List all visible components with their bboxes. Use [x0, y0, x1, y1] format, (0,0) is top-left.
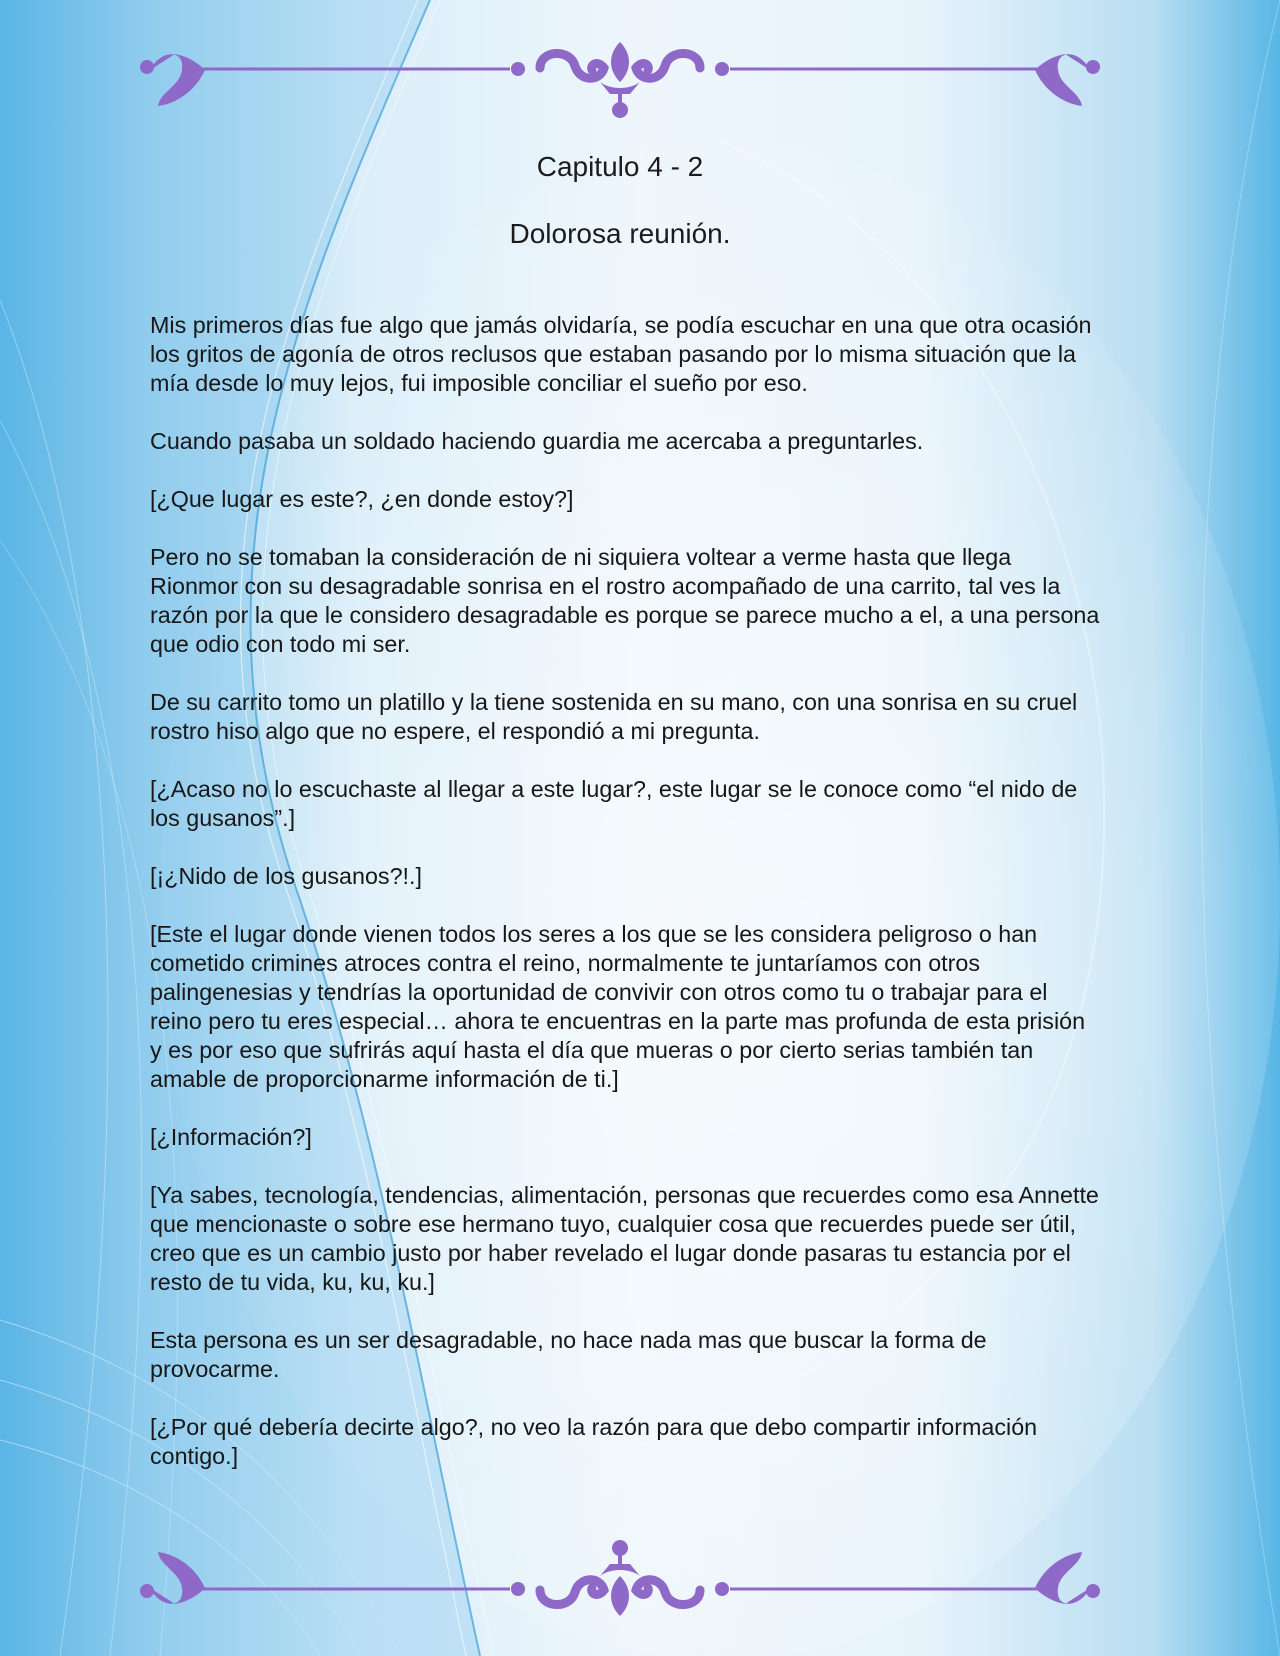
- paragraph: [¿Información?]: [150, 1124, 312, 1150]
- paragraph: Mis primeros días fue algo que jamás olvidaría, se podía escuchar en una que otra ocasión los gritos de agonía de otros reclusos que estaban pasando por lo misma situación que la mía desde lo muy lejos, fui imposible conciliar el sueño por eso.: [150, 312, 1092, 396]
- paragraph: Esta persona es un ser desagradable, no hace nada mas que buscar la forma de provocarme.: [150, 1327, 987, 1382]
- paragraph: [¿Acaso no lo escuchaste al llegar a este lugar?, este lugar se le conoce como “el nido de los gusanos”.]: [150, 776, 1078, 831]
- paragraph: [Ya sabes, tecnología, tendencias, alimentación, personas que recuerdes como esa Annette que mencionaste o sobre ese hermano tuyo, cualquier cosa que recuerdes puede ser útil, creo que es un cambio justo por haber revelado el lugar donde pasaras tu estancia por el resto de tu vida, ku, ku, ku.]: [150, 1182, 1099, 1295]
- top-ornament-divider: [0, 20, 1280, 130]
- paragraph: [¿Que lugar es este?, ¿en donde estoy?]: [150, 486, 574, 512]
- paragraph: De su carrito tomo un platillo y la tiene sostenida en su mano, con una sonrisa en su cruel rostro hiso algo que no espere, el respondió a mi pregunta.: [150, 689, 1078, 744]
- scroll-flourish-divider-icon: [140, 1540, 1100, 1616]
- chapter-title: Capitulo 4 - 2: [536, 151, 704, 182]
- bottom-ornament-divider: [0, 1528, 1280, 1638]
- paragraph: [¡¿Nido de los gusanos?!.]: [150, 863, 422, 889]
- paragraph: [¿Por qué debería decirte algo?, no veo la razón para que debo compartir información contigo.]: [150, 1414, 1038, 1469]
- story-body: [150, 311, 1100, 1500]
- chapter-subtitle: Dolorosa reunión.: [509, 218, 731, 249]
- paragraph: Pero no se tomaban la consideración de ni siquiera voltear a verme hasta que llega Rionmor con su desagradable sonrisa en el rostro acompañado de una carrito, tal ves la razón por la que le considero desagradable es porque se parece mucho a el, a una persona que odio con todo mi ser.: [150, 544, 1100, 657]
- scroll-flourish-divider-icon: [140, 42, 1100, 118]
- paragraph: Cuando pasaba un soldado haciendo guardia me acercaba a preguntarles.: [150, 428, 924, 454]
- paragraph: [Este el lugar donde vienen todos los seres a los que se les considera peligroso o han cometido crimines atroces contra el reino, normalmente te juntaríamos con otros palingenesias y tendrías la oportunidad de convivir con otros como tu o trabajar para el reino pero tu eres especial… ahora te encuentras en la parte mas profunda de esta prisión y es por eso que sufrirás aquí hasta el día que mueras o por cierto serias también tan amable de proporcionarme información de ti.]: [150, 921, 1086, 1092]
